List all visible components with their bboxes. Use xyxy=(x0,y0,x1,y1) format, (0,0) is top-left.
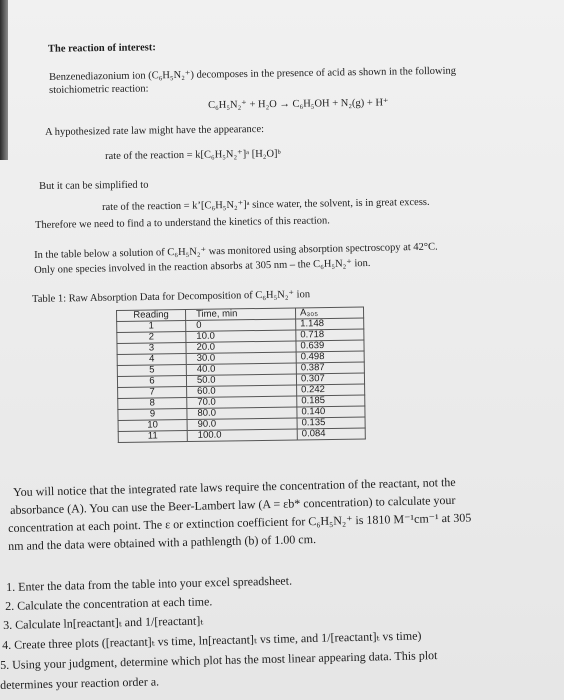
cell-time: 90.0 xyxy=(187,418,297,431)
absorption-data-table xyxy=(116,307,366,443)
cell-absorbance: 0.498 xyxy=(296,351,364,363)
cell-absorbance: 0.140 xyxy=(297,406,365,418)
kinetics-line: Therefore we need to find a to understand the kinetics of this reaction. xyxy=(35,215,330,231)
cell-reading: 8 xyxy=(118,398,187,410)
cell-absorbance: 0.639 xyxy=(296,340,364,352)
table-row xyxy=(118,428,365,442)
column-header-absorbance: A₃₀₅ xyxy=(295,307,363,319)
cell-time: 30.0 xyxy=(186,352,296,365)
intro-line-2: stoichiometric reaction: xyxy=(49,83,149,96)
cell-reading: 7 xyxy=(118,387,187,399)
cell-reading: 1 xyxy=(117,321,186,333)
simplified-intro: But it can be simplified to xyxy=(39,179,149,192)
cell-reading: 11 xyxy=(118,431,187,443)
page-edge-shadow xyxy=(0,0,8,160)
heading: The reaction of interest: xyxy=(47,42,156,55)
cell-reading: 2 xyxy=(117,332,186,344)
instruction-4: 4. Create three plots ([reactant]ₜ vs time, ln[reactant]ₜ vs time, and 1/[reactant]ₜ vs time) xyxy=(2,628,422,652)
intro-line-1: Benzenediazonium ion (C₆H₅N₂⁺) decomposes in the presence of acid as shown in the following xyxy=(49,65,457,83)
cell-absorbance: 0.242 xyxy=(297,384,365,396)
cell-time: 0 xyxy=(186,319,296,332)
table-caption: Table 1: Raw Absorption Data for Decomposition of C₆H₅N₂⁺ ion xyxy=(32,289,311,305)
column-header-time: Time, min xyxy=(186,308,296,321)
instruction-3: 3. Calculate ln[reactant]ₜ and 1/[reactant]ₜ xyxy=(3,613,204,632)
cell-time: 10.0 xyxy=(186,330,296,343)
instruction-1: 1. Enter the data from the table into your excel spreadsheet. xyxy=(6,573,293,594)
cell-absorbance: 1.148 xyxy=(296,318,364,330)
reaction-equation: C₆H₅N₂⁺ + H₂O → C₆H₅OH + N₂(g) + H⁺ xyxy=(208,97,389,111)
instruction-2: 2. Calculate the concentration at each time. xyxy=(5,594,213,613)
cell-time: 80.0 xyxy=(187,407,297,420)
cell-absorbance: 0.718 xyxy=(296,329,364,341)
cell-time: 50.0 xyxy=(186,374,296,387)
notice-line-4: nm and the data were obtained with a pathlength (b) of 1.00 cm. xyxy=(8,532,317,553)
instruction-5: 5. Using your judgment, determine which plot has the most linear appearing data. This plot xyxy=(0,648,438,672)
monitor-line-1: In the table below a solution of C₆H₅N₂⁺ was monitored using absorption spectroscopy at 42°C. xyxy=(34,241,438,261)
cell-absorbance: 0.135 xyxy=(297,417,365,429)
cell-absorbance: 0.084 xyxy=(297,428,365,440)
cell-time: 40.0 xyxy=(186,363,296,376)
instruction-5-continued: determines your reaction order a. xyxy=(0,674,160,692)
cell-absorbance: 0.185 xyxy=(297,395,365,407)
cell-time: 70.0 xyxy=(187,396,297,409)
cell-reading: 6 xyxy=(117,376,186,388)
cell-reading: 3 xyxy=(117,343,186,355)
cell-absorbance: 0.307 xyxy=(296,373,364,385)
cell-time: 100.0 xyxy=(187,429,297,442)
cell-reading: 10 xyxy=(118,420,187,432)
rate-law-intro: A hypothesized rate law might have the appearance: xyxy=(45,123,265,138)
cell-reading: 9 xyxy=(118,409,187,421)
notice-line-2: absorbance (A). You can use the Beer-Lambert law (A = εb* concentration) to calculate your xyxy=(10,492,456,517)
cell-reading: 5 xyxy=(117,365,186,377)
cell-time: 60.0 xyxy=(187,385,297,398)
rate-law-simplified: rate of the reaction = k’[C₆H₅N₂⁺]ᵃ since water, the solvent, is in great excess. xyxy=(102,196,430,213)
notice-line-1: You will notice that the integrated rate laws require the concentration of the reactant, not the xyxy=(13,474,456,499)
cell-absorbance: 0.387 xyxy=(296,362,364,374)
monitor-line-2: Only one species involved in the reaction absorbs at 305 nm – the C₆H₅N₂⁺ ion. xyxy=(34,257,371,276)
notice-line-3: concentration at each point. The ε or extinction coefficient for C₆H₅N₂⁺ is 1810 M⁻¹cm⁻¹ at 305 xyxy=(8,510,472,535)
cell-time: 20.0 xyxy=(186,341,296,354)
rate-law-full: rate of the reaction = k[C₆H₅N₂⁺]ᵃ [H₂O]ᵇ xyxy=(105,148,281,162)
column-header-reading: Reading xyxy=(117,310,186,322)
cell-reading: 4 xyxy=(117,354,186,366)
